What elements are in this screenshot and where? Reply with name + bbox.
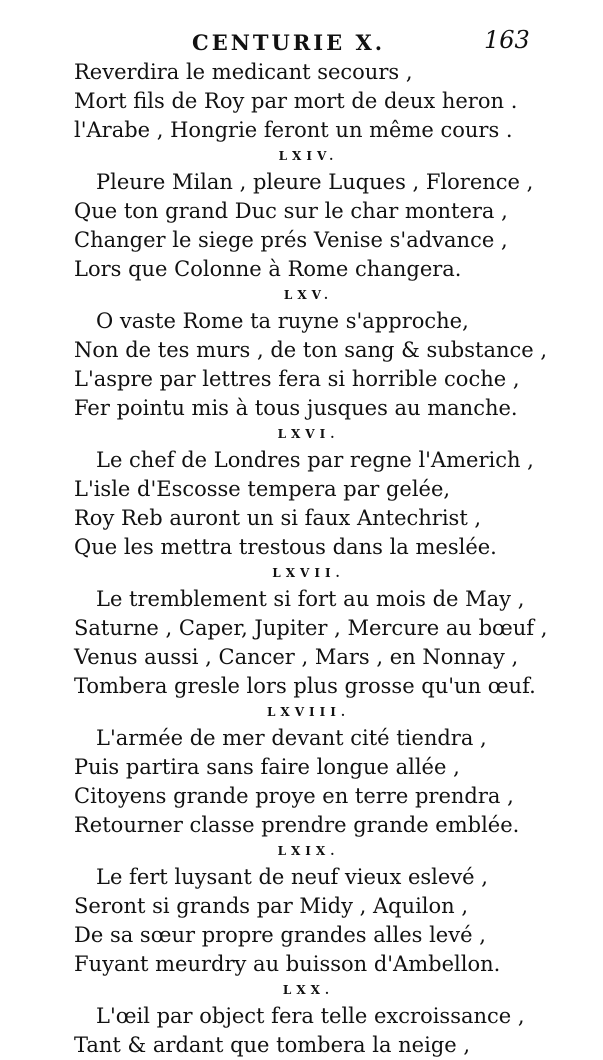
verse-line: L'œil par object fera telle excroissance , bbox=[96, 1004, 525, 1028]
verse-line: Saturne , Caper, Jupiter , Mercure au bœuf , bbox=[74, 616, 548, 640]
verse-line: Reverdira le medicant secours , bbox=[74, 60, 413, 84]
verse-line: Que ton grand Duc sur le char montera , bbox=[74, 199, 508, 223]
quatrain-numeral: LXV. bbox=[283, 288, 334, 302]
page-header bbox=[0, 26, 603, 56]
quatrain-numeral: LXVII. bbox=[272, 566, 345, 580]
quatrain-lxvii bbox=[0, 562, 603, 701]
quatrain-lxix bbox=[0, 840, 603, 979]
quatrain-numeral: LXX. bbox=[282, 983, 335, 997]
verse-line: Puis partira sans faire longue allée , bbox=[74, 755, 460, 779]
verse-line: Roy Reb auront un si faux Antechrist , bbox=[74, 506, 482, 530]
quatrain-lxviii bbox=[0, 701, 603, 840]
verse-line: Pleure Milan , pleure Luques , Florence , bbox=[96, 170, 534, 194]
verse-line: Venus aussi , Cancer , Mars , en Nonnay , bbox=[74, 645, 519, 669]
verse-line: Seront si grands par Midy , Aquilon , bbox=[74, 894, 469, 918]
verse-line: Tant & ardant que tombera la neige , bbox=[74, 1033, 471, 1057]
verse-line: Le fert luysant de neuf vieux eslevé , bbox=[96, 865, 488, 889]
quatrain-lxv bbox=[0, 284, 603, 423]
verse-line: Mort fils de Roy par mort de deux heron . bbox=[74, 89, 518, 113]
verse-line: l'Arabe , Hongrie feront un même cours . bbox=[74, 118, 513, 142]
poem-text bbox=[0, 58, 603, 1060]
lead-stanza bbox=[0, 58, 603, 145]
verse-line: Retourner classe prendre grande emblée. bbox=[74, 813, 520, 837]
verse-line: Non de tes murs , de ton sang & substance , bbox=[74, 338, 548, 362]
verse-line: Que les mettra trestous dans la meslée. bbox=[74, 535, 497, 559]
page-number: 163 bbox=[484, 26, 530, 54]
quatrain-lxiv bbox=[0, 145, 603, 284]
verse-line: Fuyant meurdry au buisson d'Ambellon. bbox=[74, 952, 501, 976]
quatrain-numeral: LXIV. bbox=[278, 149, 339, 163]
verse-line: Fer pointu mis à tous jusques au manche. bbox=[74, 396, 518, 420]
verse-line: L'aspre par lettres fera si horrible coche , bbox=[74, 367, 520, 391]
quatrain-lxx bbox=[0, 979, 603, 1060]
verse-line: De sa sœur propre grandes alles levé , bbox=[74, 923, 486, 947]
verse-line: L'isle d'Escosse tempera par gelée, bbox=[74, 477, 451, 501]
verse-line: Le tremblement si fort au mois de May , bbox=[96, 587, 525, 611]
verse-line: O vaste Rome ta ruyne s'approche, bbox=[96, 309, 469, 333]
running-head: CENTURIE X. bbox=[192, 30, 386, 55]
verse-line: Citoyens grande proye en terre prendra , bbox=[74, 784, 514, 808]
verse-line: Changer le siege prés Venise s'advance , bbox=[74, 228, 508, 252]
verse-line: Tombera gresle lors plus grosse qu'un œuf. bbox=[74, 674, 536, 698]
quatrain-lxvi bbox=[0, 423, 603, 562]
verse-line: Le chef de Londres par regne l'Americh , bbox=[96, 448, 534, 472]
quatrain-numeral: LXVIII. bbox=[266, 705, 351, 719]
verse-line: L'armée de mer devant cité tiendra , bbox=[96, 726, 487, 750]
quatrain-numeral: LXIX. bbox=[277, 844, 340, 858]
verse-line: Lors que Colonne à Rome changera. bbox=[74, 257, 462, 281]
quatrain-numeral: LXVI. bbox=[277, 427, 340, 441]
